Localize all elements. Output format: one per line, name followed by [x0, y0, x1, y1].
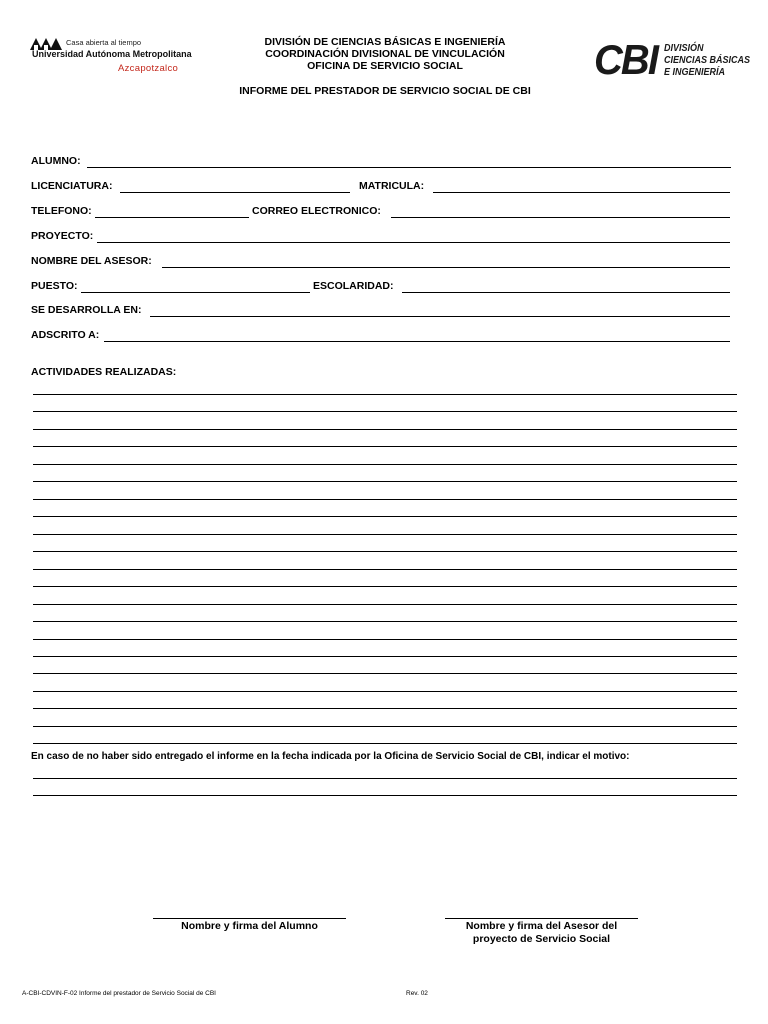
- activity-line[interactable]: [33, 429, 737, 430]
- actividades-label: ACTIVIDADES REALIZADAS:: [31, 366, 177, 378]
- correo-label: CORREO ELECTRONICO:: [252, 205, 381, 217]
- footer-form-code: A-CBI-CDVIN-F-02 Informe del prestador de Servicio Social de CBI: [22, 990, 216, 997]
- desarrolla-label: SE DESARROLLA EN:: [31, 304, 142, 316]
- header-title-coordinacion: COORDINACIÓN DIVISIONAL DE VINCULACIÓN: [265, 48, 505, 60]
- licenciatura-field[interactable]: [120, 192, 350, 193]
- proyecto-field[interactable]: [97, 242, 730, 243]
- desarrolla-field[interactable]: [150, 316, 730, 317]
- advisor-signature-label-2: proyecto de Servicio Social: [472, 933, 611, 945]
- cbi-logo: [594, 36, 751, 88]
- licenciatura-label: LICENCIATURA:: [31, 180, 113, 192]
- uam-campus: Azcapotzalco: [118, 63, 179, 74]
- activity-line[interactable]: [33, 743, 737, 744]
- proyecto-label: PROYECTO:: [31, 230, 94, 242]
- activity-line[interactable]: [33, 411, 737, 412]
- cbi-logo-mark: CBI: [594, 36, 658, 83]
- activity-line[interactable]: [33, 691, 737, 692]
- activity-line[interactable]: [33, 499, 737, 500]
- header-title-division: DIVISIÓN DE CIENCIAS BÁSICAS E INGENIERÍA: [264, 36, 506, 48]
- uam-logo: [30, 36, 200, 80]
- activity-line[interactable]: [33, 604, 737, 605]
- correo-field[interactable]: [391, 217, 730, 218]
- activity-line[interactable]: [33, 673, 737, 674]
- uam-name: Universidad Autónoma Metropolitana: [32, 49, 192, 59]
- activity-line[interactable]: [33, 446, 737, 447]
- escolaridad-field[interactable]: [402, 292, 730, 293]
- activity-line[interactable]: [33, 516, 737, 517]
- activity-line[interactable]: [33, 551, 737, 552]
- activity-line[interactable]: [33, 621, 737, 622]
- advisor-signature-label-1: Nombre y firma del Asesor del: [465, 920, 618, 932]
- alumno-field[interactable]: [87, 167, 731, 168]
- escolaridad-label: ESCOLARIDAD:: [313, 280, 394, 292]
- activity-line[interactable]: [33, 569, 737, 570]
- activity-line[interactable]: [33, 394, 737, 395]
- student-signature-label: Nombre y firma del Alumno: [181, 920, 318, 932]
- telefono-field[interactable]: [95, 217, 249, 218]
- uam-tagline: Casa abierta al tiempo: [66, 38, 142, 47]
- alumno-label: ALUMNO:: [31, 155, 81, 167]
- report-title: INFORME DEL PRESTADOR DE SERVICIO SOCIAL DE CBI: [239, 85, 531, 97]
- adscrito-label: ADSCRITO A:: [31, 329, 100, 341]
- header-title-oficina: OFICINA DE SERVICIO SOCIAL: [307, 60, 463, 72]
- motivo-line[interactable]: [33, 795, 737, 796]
- activity-line[interactable]: [33, 726, 737, 727]
- telefono-label: TELEFONO:: [31, 205, 92, 217]
- matricula-field[interactable]: [433, 192, 730, 193]
- advisor-signature-line[interactable]: [445, 918, 638, 919]
- cbi-logo-line-2: CIENCIAS BÁSICAS: [664, 55, 751, 66]
- activity-line[interactable]: [33, 639, 737, 640]
- cbi-logo-line-1: DIVISIÓN: [664, 43, 704, 54]
- puesto-field[interactable]: [81, 292, 310, 293]
- puesto-label: PUESTO:: [31, 280, 78, 292]
- asesor-field[interactable]: [162, 267, 730, 268]
- activity-line[interactable]: [33, 656, 737, 657]
- activity-line[interactable]: [33, 708, 737, 709]
- motivo-line[interactable]: [33, 778, 737, 779]
- footer-revision: Rev. 02: [406, 990, 428, 997]
- matricula-label: MATRICULA:: [359, 180, 425, 192]
- activity-line[interactable]: [33, 464, 737, 465]
- activity-line[interactable]: [33, 481, 737, 482]
- student-signature-line[interactable]: [153, 918, 346, 919]
- adscrito-field[interactable]: [104, 341, 730, 342]
- cbi-logo-line-3: E INGENIERÍA: [664, 67, 726, 78]
- asesor-label: NOMBRE DEL ASESOR:: [31, 255, 152, 267]
- activity-line[interactable]: [33, 586, 737, 587]
- late-delivery-note: En caso de no haber sido entregado el informe en la fecha indicada por la Oficina de Servicio Social de CBI, indicar el motivo:: [31, 751, 630, 762]
- activity-line[interactable]: [33, 534, 737, 535]
